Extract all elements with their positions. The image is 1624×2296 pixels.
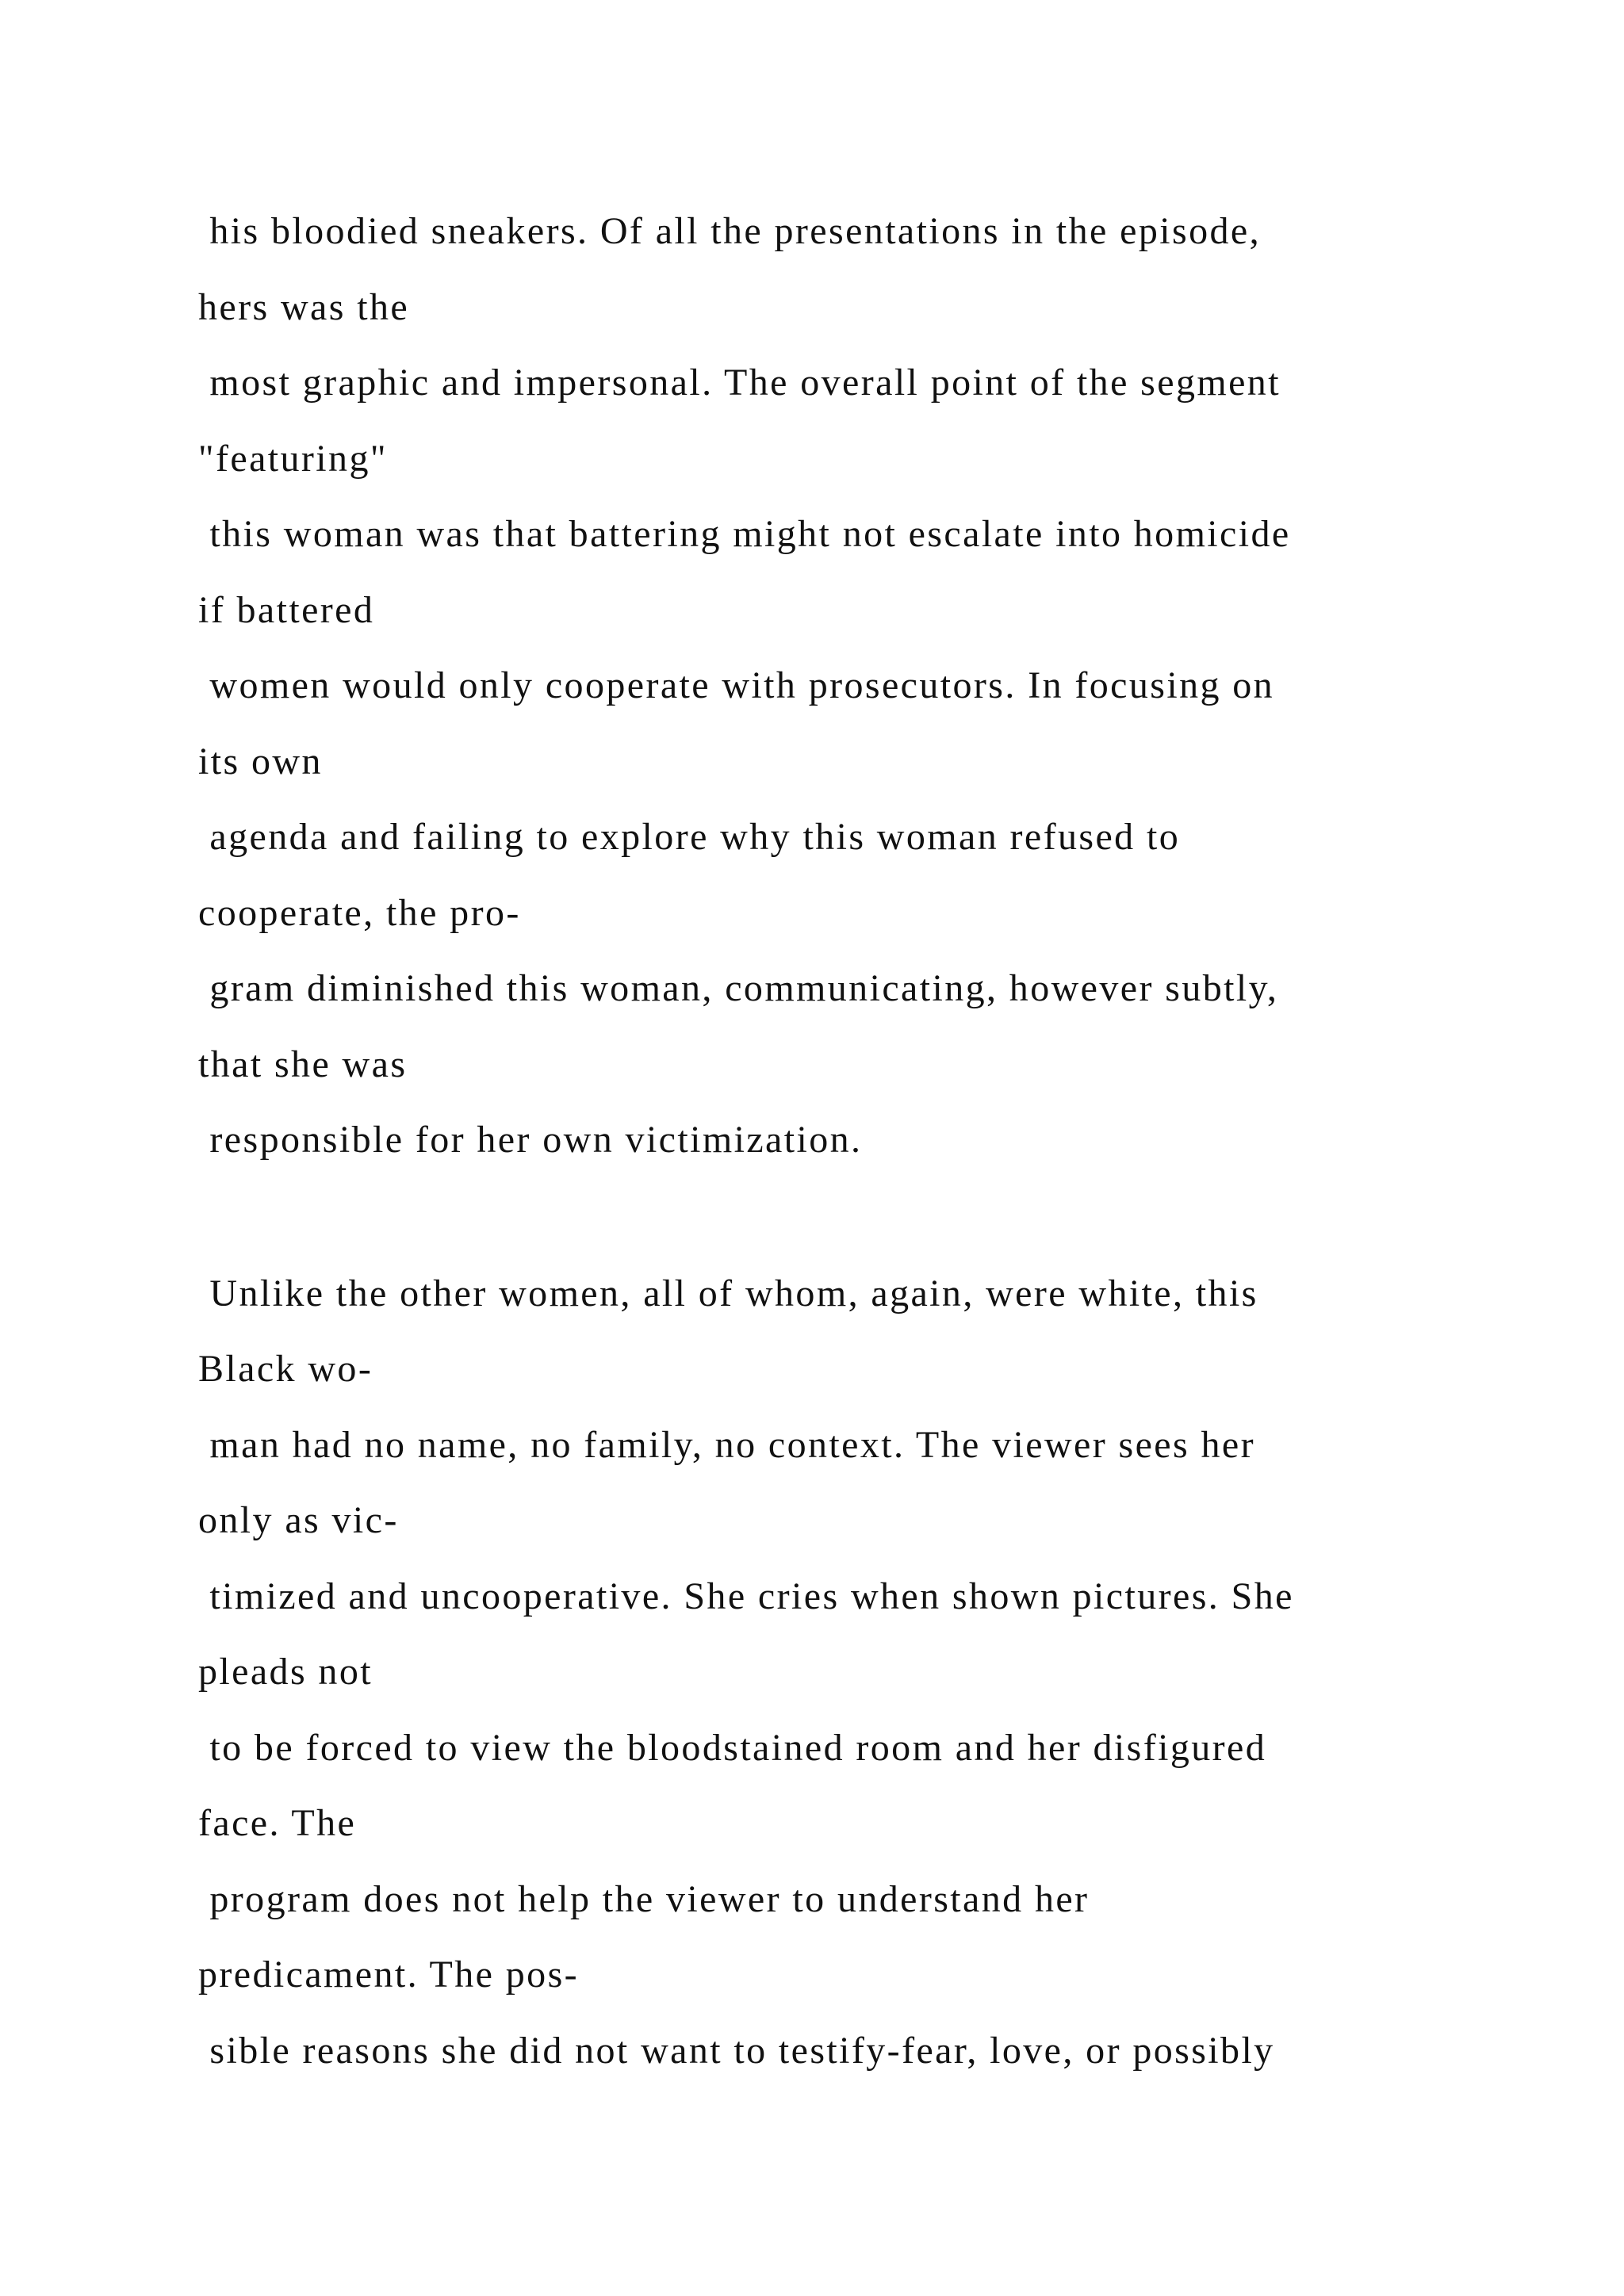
text-line: responsible for her own victimization. (198, 1119, 863, 1161)
text-line: gram diminished this woman, communicating, however subtly, (198, 967, 1279, 1009)
text-line: pleads not (198, 1651, 373, 1693)
paragraph-1 (198, 193, 1594, 1178)
text-line: women would only cooperate with prosecutors. In focusing on (198, 664, 1275, 706)
text-line: man had no name, no family, no context. The viewer sees her (198, 1423, 1255, 1466)
text-line: face. The (198, 1802, 357, 1844)
text-line: predicament. The pos- (198, 1954, 580, 1996)
paragraph-break (198, 1178, 1594, 1256)
text-line: program does not help the viewer to understand her (198, 1877, 1090, 1920)
text-line: most graphic and impersonal. The overall point of the segment (198, 362, 1281, 404)
text-line: "featuring" (198, 437, 388, 480)
text-line: sible reasons she did not want to testify-fear, love, or possibly (198, 2029, 1275, 2072)
text-line: if battered (198, 588, 375, 631)
text-line: this woman was that battering might not escalate into homicide (198, 513, 1291, 555)
text-line: that she was (198, 1043, 408, 1085)
text-line: agenda and failing to explore why this woman refused to (198, 816, 1181, 858)
text-line: only as vic- (198, 1499, 399, 1541)
text-line: Black wo- (198, 1348, 373, 1390)
text-line: hers was the (198, 285, 410, 328)
text-line: its own (198, 740, 323, 783)
text-line: to be forced to view the bloodstained room and her disfigured (198, 1726, 1267, 1769)
text-line: timized and uncooperative. She cries when shown pictures. She (198, 1575, 1294, 1617)
text-line: cooperate, the pro- (198, 891, 521, 934)
text-line: his bloodied sneakers. Of all the presentations in the episode, (198, 210, 1261, 252)
document-body-text (198, 193, 1594, 2088)
paragraph-2 (198, 1256, 1594, 2089)
text-line: Unlike the other women, all of whom, again, were white, this (198, 1272, 1258, 1314)
